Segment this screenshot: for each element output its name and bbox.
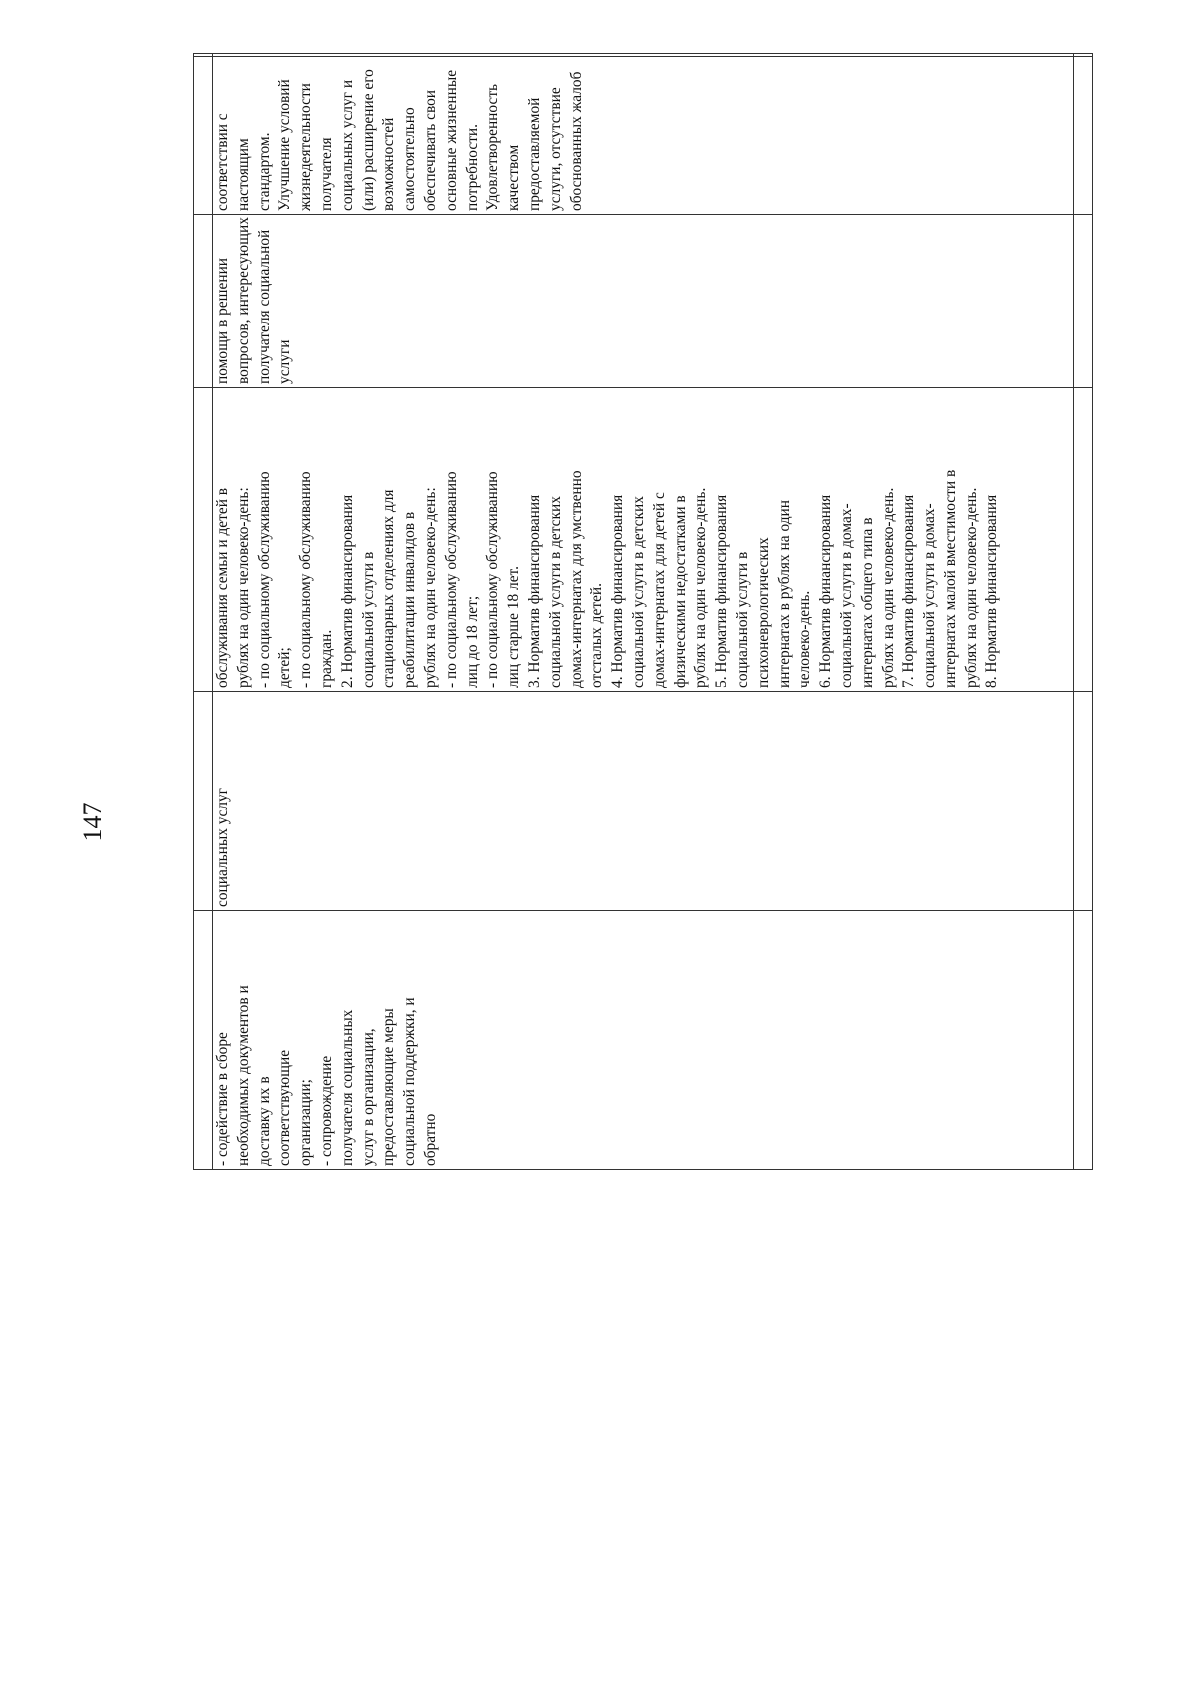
text-line: Удовлетворенность bbox=[484, 83, 502, 211]
text-line: рублях на один человеко-день: bbox=[234, 487, 252, 688]
text-line: домах-интернатах для умственно bbox=[567, 470, 585, 688]
top-cell-2 bbox=[194, 692, 213, 911]
text-line: рублях на один человеко-день: bbox=[421, 487, 439, 688]
text-line: основные жизненные bbox=[442, 69, 460, 211]
text-line: получателя социальных bbox=[338, 1009, 356, 1166]
text-line: социальных услуг bbox=[214, 788, 231, 907]
cell-service-terms bbox=[213, 692, 1074, 911]
text-line: предоставляемой bbox=[525, 97, 543, 211]
text-line: отсталых детей. bbox=[588, 583, 606, 688]
text-line: необходимых документов и bbox=[234, 985, 252, 1166]
text-line: Улучшение условий bbox=[276, 79, 294, 211]
text-line: обратно bbox=[421, 1113, 439, 1166]
service-content-text bbox=[213, 911, 442, 1169]
text-line: психоневрологических bbox=[754, 537, 772, 688]
text-line: стационарных отделениях для bbox=[380, 489, 398, 688]
text-line: - по социальному обслуживанию bbox=[255, 471, 273, 688]
text-line: реабилитации инвалидов в bbox=[401, 511, 419, 688]
text-line: рублях на один человеко-день. bbox=[962, 487, 980, 688]
service-terms-text bbox=[213, 692, 234, 910]
text-line: социальной услуги в bbox=[359, 551, 377, 688]
text-line: лиц до 18 лет; bbox=[463, 595, 481, 688]
text-line: - содействие в сборе bbox=[214, 1032, 231, 1166]
text-line: соответствии с bbox=[214, 113, 231, 211]
bottom-cell-4 bbox=[1074, 215, 1093, 388]
text-line: предоставляющие меры bbox=[380, 1008, 398, 1166]
text-line: самостоятельно bbox=[401, 107, 419, 211]
text-line: получателя социальной bbox=[255, 229, 273, 384]
quality-indicators-text bbox=[213, 57, 587, 214]
table-row-bottom bbox=[1074, 54, 1093, 1170]
text-line: помощи в решении bbox=[214, 257, 231, 384]
bottom-cell-5 bbox=[1074, 57, 1093, 215]
text-line: - сопровождение bbox=[317, 1055, 335, 1166]
text-line: 5. Норматив финансирования bbox=[713, 494, 731, 688]
text-line: доставку их в bbox=[255, 1076, 273, 1166]
page-number: 147 bbox=[78, 802, 107, 842]
text-line: социальной поддержки, и bbox=[401, 997, 419, 1166]
text-line: 4. Норматив финансирования bbox=[609, 494, 627, 688]
top-cell-5 bbox=[194, 57, 213, 215]
text-line: стандартом. bbox=[255, 132, 273, 211]
cell-financing-norms bbox=[213, 388, 1074, 692]
text-line: социальных услуг и bbox=[338, 79, 356, 211]
text-line: рублях на один человеко-день. bbox=[879, 487, 897, 688]
bottom-cell-6 bbox=[1074, 54, 1093, 57]
top-cell-3 bbox=[194, 388, 213, 692]
bottom-cell-1 bbox=[1074, 911, 1093, 1170]
text-line: возможностей bbox=[380, 117, 398, 211]
text-line: соответствующие bbox=[276, 1049, 294, 1166]
text-line: физическими недостатками в bbox=[671, 495, 689, 688]
cell-service-conditions bbox=[213, 215, 1074, 388]
text-line: - по социальному обслуживанию bbox=[442, 471, 460, 688]
bottom-cell-3 bbox=[1074, 388, 1093, 692]
text-line: граждан. bbox=[317, 629, 335, 688]
cell-service-content bbox=[213, 911, 1074, 1170]
service-conditions-text bbox=[213, 215, 296, 387]
text-line: организации; bbox=[297, 1079, 315, 1166]
text-line: социальной услуги в детских bbox=[629, 496, 647, 688]
text-line: (или) расширение его bbox=[359, 69, 377, 211]
text-line: качеством bbox=[505, 144, 523, 211]
text-line: вопросов, интересующих bbox=[234, 217, 252, 384]
cell-extra bbox=[213, 54, 1074, 57]
text-line: 6. Норматив финансирования bbox=[817, 494, 835, 688]
text-line: услуг в организации, bbox=[359, 1028, 377, 1166]
text-line: 2. Норматив финансирования bbox=[338, 494, 356, 688]
text-line: жизнедеятельности bbox=[297, 83, 315, 211]
text-line: получателя bbox=[317, 137, 335, 211]
text-line: 3. Норматив финансирования bbox=[525, 494, 543, 688]
text-line: 8. Норматив финансирования bbox=[983, 494, 1001, 688]
text-line: настоящим bbox=[234, 138, 252, 211]
top-cell-1 bbox=[194, 911, 213, 1170]
text-line: - по социальному обслуживанию bbox=[297, 471, 315, 688]
text-line: социальной услуги в домах- bbox=[837, 503, 855, 688]
text-line: детей; bbox=[276, 647, 294, 688]
standard-table bbox=[193, 53, 1093, 1170]
top-cell-4 bbox=[194, 215, 213, 388]
table-row-main bbox=[213, 54, 1074, 1170]
text-line: обеспечивать свои bbox=[421, 89, 439, 211]
bottom-cell-2 bbox=[1074, 692, 1093, 911]
text-line: социальной услуги в домах- bbox=[921, 503, 939, 688]
table-row-top bbox=[194, 54, 213, 1170]
text-line: домах-интернатах для детей с bbox=[650, 492, 668, 688]
text-line: потребности. bbox=[463, 124, 481, 211]
text-line: рублях на один человеко-день. bbox=[692, 487, 710, 688]
text-line: человеко-день. bbox=[796, 590, 814, 688]
text-line: интернатах малой вместимости в bbox=[941, 469, 959, 688]
text-line: услуги, отсутствие bbox=[546, 87, 564, 211]
text-line: обоснованных жалоб bbox=[567, 71, 585, 211]
text-line: 7. Норматив финансирования bbox=[900, 494, 918, 688]
text-line: интернатах общего типа в bbox=[858, 517, 876, 688]
financing-norms-text bbox=[213, 388, 1003, 691]
text-line: социальной услуги в bbox=[733, 551, 751, 688]
text-line: интернатах в рублях на один bbox=[775, 499, 793, 688]
cell-quality-indicators bbox=[213, 57, 1074, 215]
top-cell-6 bbox=[194, 54, 213, 57]
text-line: лиц старше 18 лет. bbox=[505, 566, 523, 688]
rotated-table-frame bbox=[193, 60, 1090, 1170]
text-line: обслуживания семьи и детей в bbox=[214, 487, 231, 688]
text-line: - по социальному обслуживанию bbox=[484, 471, 502, 688]
text-line: услуги bbox=[276, 339, 294, 384]
text-line: социальной услуги в детских bbox=[546, 496, 564, 688]
